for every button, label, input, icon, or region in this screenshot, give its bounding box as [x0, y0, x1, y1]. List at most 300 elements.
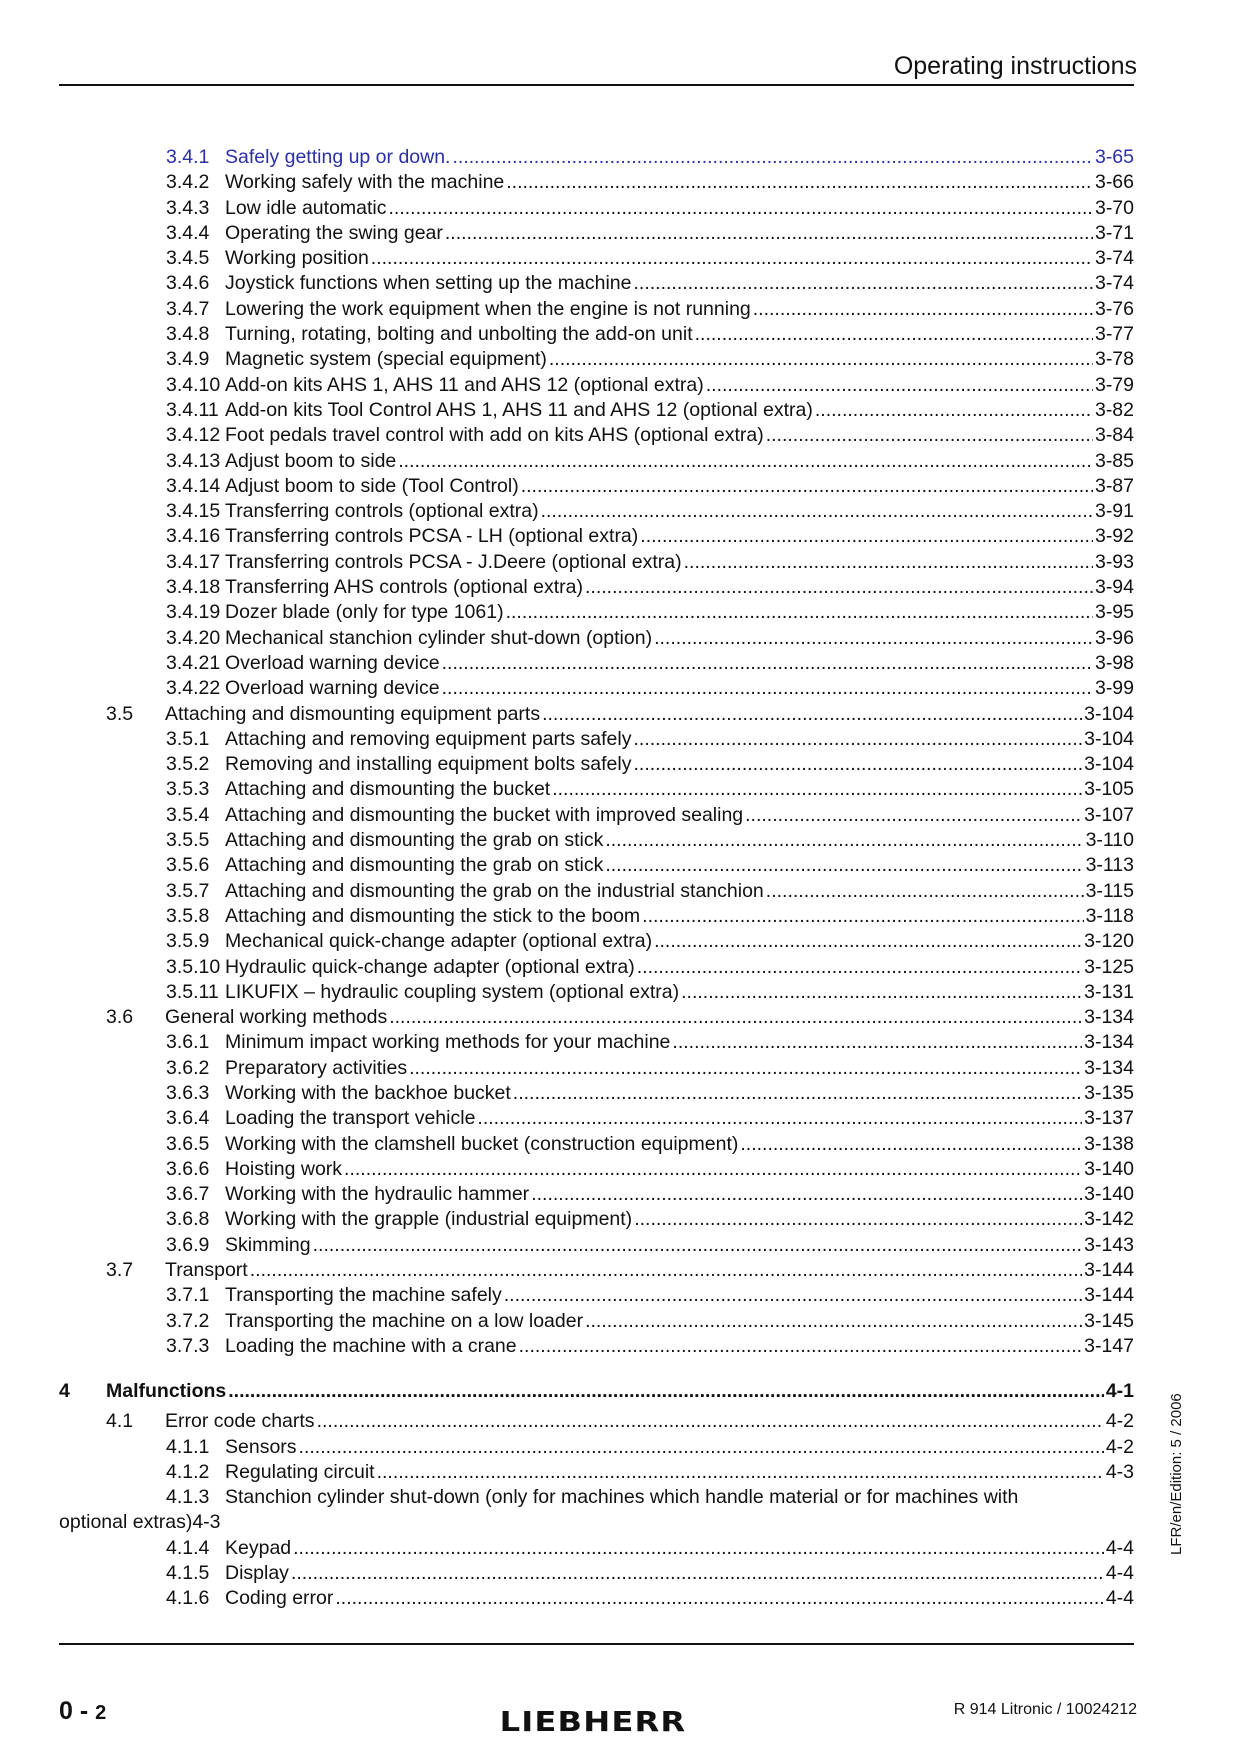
toc-entry-number: 3.6.1	[166, 1031, 210, 1054]
toc-entry-title: Attaching and dismounting equipment parts	[165, 702, 541, 725]
toc-leader-dots	[753, 297, 1093, 322]
toc-entry-number: 3.5.10	[166, 955, 221, 978]
toc-entry-page: 4-1	[1105, 1380, 1134, 1403]
toc-entry-page: 3-82	[1094, 398, 1134, 421]
toc-leader-dots	[766, 879, 1084, 904]
page-header-title: Operating instructions	[893, 52, 1137, 80]
toc-entry[interactable]	[59, 271, 1134, 296]
toc-entry[interactable]	[59, 550, 1134, 575]
toc-entry[interactable]	[59, 752, 1134, 777]
toc-leader-dots	[506, 170, 1093, 195]
toc-entry-title: Attaching and dismounting the stick to the boom	[225, 904, 641, 927]
toc-entry-title: Working position	[225, 247, 369, 270]
toc-entry[interactable]	[59, 1005, 1134, 1030]
toc-entry-title: Stanchion cylinder shut-down (only for machines which handle material or for machines with	[225, 1486, 1019, 1509]
toc-leader-dots	[633, 727, 1082, 752]
toc-leader-dots	[371, 246, 1093, 271]
toc-leader-dots	[766, 423, 1093, 448]
toc-leader-dots	[684, 550, 1093, 575]
toc-leader-dots	[634, 1207, 1082, 1232]
toc-leader-dots	[672, 1030, 1082, 1055]
toc-entry-4-1-3[interactable]	[59, 1485, 1134, 1536]
toc-entry-page: 3-94	[1094, 576, 1134, 599]
toc-leader-dots	[291, 1561, 1104, 1586]
toc-entry[interactable]	[59, 955, 1134, 980]
toc-entry-number: 3.6.7	[166, 1183, 210, 1206]
toc-entry-title: Attaching and removing equipment parts safely	[225, 727, 632, 750]
toc-entry-number: 4	[59, 1380, 70, 1403]
toc-entry-title: Hydraulic quick-change adapter (optional extra)	[225, 955, 635, 978]
toc-entry[interactable]	[59, 297, 1134, 322]
toc-entry[interactable]	[59, 1233, 1134, 1258]
toc-entry-title: Skimming	[225, 1233, 311, 1256]
toc-entry-page: 3-144	[1084, 1284, 1134, 1307]
toc-entry-number: 3.6.5	[166, 1132, 210, 1155]
toc-entry-page: 3-140	[1084, 1157, 1134, 1180]
toc-entry[interactable]	[59, 727, 1134, 752]
toc-entry-title: Attaching and dismounting the grab on stick	[225, 854, 604, 877]
logo-text: LIEBHERR	[499, 1704, 687, 1738]
toc-entry-title: LIKUFIX – hydraulic coupling system (optional extra)	[225, 980, 680, 1003]
toc-entry-page: 3-87	[1094, 474, 1134, 497]
toc-entry-page: 4-2	[1105, 1435, 1134, 1458]
toc-leader-dots	[228, 1379, 1104, 1404]
toc-leader-dots	[409, 1056, 1082, 1081]
toc-entry[interactable]	[59, 145, 1134, 170]
toc-entry-number: 3.5.1	[166, 727, 210, 750]
toc-entry-page: 3-138	[1084, 1132, 1134, 1155]
toc-leader-dots	[633, 271, 1092, 296]
page-number-major: 0 -	[59, 1697, 96, 1725]
toc-leader-dots	[452, 145, 1092, 170]
toc-entry[interactable]	[59, 373, 1134, 398]
toc-leader-dots	[445, 221, 1093, 246]
toc-entry-number: 3.4.12	[166, 424, 221, 447]
toc-entry-number: 3.4.19	[166, 601, 221, 624]
toc-section-3-4-items	[59, 145, 1134, 702]
toc-leader-dots	[740, 1132, 1082, 1157]
toc-leader-dots	[605, 853, 1083, 878]
liebherr-logo	[481, 1706, 704, 1736]
toc-entry-number: 3.6	[106, 1006, 134, 1029]
toc-entry-number: 3.7.1	[166, 1284, 210, 1307]
toc-entry-number: 4.1.4	[166, 1536, 210, 1559]
toc-entry[interactable]	[59, 651, 1134, 676]
toc-entry[interactable]	[59, 879, 1134, 904]
toc-entry-title: Transport	[165, 1259, 248, 1282]
toc-entry-page: 4-4	[1105, 1536, 1134, 1559]
toc-section-4-1	[59, 1409, 1134, 1434]
toc-leader-dots	[654, 929, 1082, 954]
toc-leader-dots	[250, 1258, 1082, 1283]
toc-leader-dots	[513, 1081, 1082, 1106]
toc-leader-dots	[531, 1182, 1082, 1207]
toc-leader-dots	[642, 904, 1083, 929]
toc-entry[interactable]	[59, 1106, 1134, 1131]
toc-section-4-1-items-a	[59, 1435, 1134, 1486]
toc-leader-dots	[640, 524, 1093, 549]
toc-entry-number: 3.4.11	[166, 398, 219, 421]
toc-entry-number: 3.4.3	[166, 196, 210, 219]
toc-entry-page: 3-96	[1094, 626, 1134, 649]
toc-entry-number: 3.6.3	[166, 1081, 210, 1104]
toc-entry-page: 3-110	[1085, 829, 1134, 852]
toc-entry-number: 3.4.15	[166, 500, 221, 523]
toc-entry[interactable]	[59, 524, 1134, 549]
toc-entry-title: Turning, rotating, bolting and unbolting the add-on unit	[225, 323, 693, 346]
toc-leader-dots	[637, 955, 1082, 980]
toc-entry-title: Joystick functions when setting up the machine	[225, 272, 632, 295]
toc-entry-number: 3.4.6	[166, 272, 210, 295]
toc-entry-title: Hoisting work	[225, 1157, 343, 1180]
toc-entry-page: 3-135	[1084, 1081, 1134, 1104]
toc-entry[interactable]	[59, 777, 1134, 802]
toc-leader-dots	[585, 1309, 1082, 1334]
toc-entry-page: 3-93	[1094, 550, 1134, 573]
toc-entry-title: Mechanical quick-change adapter (optional extra)	[225, 930, 653, 953]
toc-leader-dots	[313, 1233, 1083, 1258]
toc-entry-page: 3-104	[1084, 702, 1134, 725]
toc-entry-title: Transferring controls PCSA - LH (optional extra)	[225, 525, 639, 548]
toc-entry-title: Minimum impact working methods for your machine	[225, 1031, 671, 1054]
toc-leader-dots	[552, 777, 1082, 802]
toc-entry-page: 3-134	[1084, 1006, 1134, 1029]
toc-entry-number: 3.7.3	[166, 1334, 210, 1357]
toc-entry-title: Attaching and dismounting the grab on the industrial stanchion	[225, 879, 764, 902]
toc-entry-title: Add-on kits Tool Control AHS 1, AHS 11 and AHS 12 (optional extra)	[225, 398, 813, 421]
toc-entry[interactable]	[59, 828, 1134, 853]
toc-entry-title-continued: optional extras)4-3	[59, 1511, 221, 1534]
toc-entry-page: 3-79	[1094, 373, 1134, 396]
toc-entry-page: 3-125	[1084, 955, 1134, 978]
toc-entry[interactable]	[59, 1030, 1134, 1055]
toc-entry-title: Transferring controls (optional extra)	[225, 500, 539, 523]
toc-entry[interactable]	[59, 449, 1134, 474]
toc-entry-title: Mechanical stanchion cylinder shut-down (option)	[225, 626, 653, 649]
toc-entry-title: Regulating circuit	[225, 1460, 375, 1483]
toc-entry-number: 3.5.9	[166, 930, 210, 953]
toc-entry-title: Transferring AHS controls (optional extra)	[225, 576, 584, 599]
toc-entry[interactable]	[59, 803, 1134, 828]
toc-entry-title: Overload warning device	[225, 651, 440, 674]
toc-leader-dots	[344, 1157, 1082, 1182]
toc-section-3-7	[59, 1258, 1134, 1283]
toc-entry-number: 3.5.5	[166, 829, 210, 852]
toc-entry[interactable]	[59, 1081, 1134, 1106]
toc-entry-number: 3.5.8	[166, 904, 210, 927]
toc-entry-title: Overload warning device	[225, 677, 440, 700]
toc-entry-number: 3.4.2	[166, 171, 210, 194]
toc-entry-title: Attaching and dismounting the grab on stick	[225, 829, 604, 852]
toc-entry[interactable]	[59, 398, 1134, 423]
footer-rule	[59, 1643, 1134, 1645]
toc-entry[interactable]	[59, 1056, 1134, 1081]
toc-entry-number: 3.4.8	[166, 323, 210, 346]
toc-leader-dots	[477, 1106, 1082, 1131]
page-number-minor: 2	[95, 1702, 107, 1724]
toc-entry-page: 3-65	[1094, 146, 1134, 168]
toc-entry-title: Removing and installing equipment bolts safely	[225, 753, 632, 776]
toc-entry[interactable]	[59, 1586, 1134, 1611]
toc-leader-dots	[521, 474, 1093, 499]
toc-entry-number: 3.6.9	[166, 1233, 210, 1256]
toc-leader-dots	[633, 752, 1082, 777]
toc-entry-page: 3-113	[1085, 854, 1134, 877]
toc-entry-number: 3.4.10	[166, 373, 221, 396]
toc-entry-number: 4.1.1	[166, 1435, 210, 1458]
toc-entry[interactable]	[59, 474, 1134, 499]
document-reference: R 914 Litronic / 10024212	[953, 1701, 1137, 1718]
toc-entry-number: 3.5.2	[166, 753, 210, 776]
toc-entry-number: 4.1.2	[166, 1460, 210, 1483]
toc-entry-page: 3-142	[1084, 1208, 1134, 1231]
toc-entry-title: Attaching and dismounting the bucket	[225, 778, 551, 801]
table-of-contents	[59, 145, 1134, 1612]
toc-entry[interactable]	[59, 600, 1134, 625]
toc-entry-number: 3.4.13	[166, 449, 221, 472]
toc-entry-page: 3-76	[1094, 297, 1134, 320]
toc-entry-title: Error code charts	[165, 1410, 315, 1433]
toc-entry-page: 3-77	[1094, 323, 1134, 346]
toc-entry-number: 3.5.11	[166, 980, 219, 1003]
toc-entry-page: 3-98	[1094, 651, 1134, 674]
toc-entry-page: 3-145	[1084, 1309, 1134, 1332]
toc-leader-dots	[519, 1334, 1083, 1359]
header-rule	[59, 84, 1134, 86]
toc-entry[interactable]	[59, 1334, 1134, 1359]
toc-entry[interactable]	[59, 980, 1134, 1005]
toc-entry-title: Sensors	[225, 1435, 297, 1458]
toc-entry-page: 3-78	[1094, 348, 1134, 371]
toc-entry-number: 3.4.7	[166, 297, 210, 320]
toc-entry-number: 4.1	[106, 1410, 134, 1433]
toc-entry[interactable]	[59, 1132, 1134, 1157]
page-number	[59, 1697, 106, 1726]
toc-leader-dots	[815, 398, 1093, 423]
toc-entry[interactable]	[59, 1207, 1134, 1232]
toc-entry-page: 3-131	[1084, 980, 1134, 1003]
toc-entry[interactable]	[59, 1435, 1134, 1460]
toc-leader-dots	[442, 651, 1093, 676]
toc-section-3-5-items	[59, 727, 1134, 1005]
toc-section-4-1-items-b	[59, 1536, 1134, 1612]
toc-leader-dots	[681, 980, 1082, 1005]
toc-chapter-4	[59, 1379, 1134, 1405]
toc-entry-title: Foot pedals travel control with add on kits AHS (optional extra)	[225, 424, 764, 447]
toc-entry-title: Transporting the machine on a low loader	[225, 1309, 584, 1332]
toc-entry-page: 3-84	[1094, 424, 1134, 447]
toc-entry-page: 4-2	[1105, 1410, 1134, 1433]
toc-entry-number: 3.4.9	[166, 348, 210, 371]
toc-entry[interactable]	[59, 221, 1134, 246]
toc-entry[interactable]	[59, 246, 1134, 271]
toc-entry-page: 3-134	[1084, 1031, 1134, 1054]
toc-entry-page: 3-140	[1084, 1183, 1134, 1206]
toc-entry-title: Working with the backhoe bucket	[225, 1081, 511, 1104]
toc-entry[interactable]	[59, 1409, 1134, 1434]
toc-entry-page: 3-134	[1084, 1056, 1134, 1079]
toc-entry[interactable]	[59, 1379, 1134, 1405]
toc-entry-title: Working safely with the machine	[225, 171, 505, 194]
toc-entry-number: 3.4.21	[166, 651, 221, 674]
toc-entry[interactable]	[59, 1258, 1134, 1283]
toc-entry-page: 3-137	[1084, 1107, 1134, 1130]
toc-entry[interactable]	[59, 929, 1134, 954]
toc-entry-number: 3.4.22	[166, 677, 221, 700]
toc-entry-page: 3-66	[1094, 171, 1134, 194]
toc-entry-title: Operating the swing gear	[225, 221, 443, 244]
toc-entry-page: 3-144	[1084, 1259, 1134, 1282]
toc-leader-dots	[389, 196, 1093, 221]
toc-entry-number: 3.7	[106, 1259, 134, 1282]
toc-entry-title: Transferring controls PCSA - J.Deere (optional extra)	[225, 550, 682, 573]
toc-leader-dots	[389, 1005, 1082, 1030]
toc-entry-number: 3.4.1	[166, 146, 210, 168]
toc-leader-dots	[541, 499, 1093, 524]
toc-entry[interactable]	[59, 853, 1134, 878]
toc-leader-dots	[442, 676, 1093, 701]
toc-leader-dots	[317, 1409, 1104, 1434]
toc-entry[interactable]	[59, 1309, 1134, 1334]
toc-entry[interactable]	[59, 904, 1134, 929]
toc-entry-page: 3-107	[1084, 803, 1134, 826]
toc-leader-dots	[549, 347, 1093, 372]
toc-entry-number: 3.7.2	[166, 1309, 210, 1332]
toc-entry-title: Coding error	[225, 1587, 334, 1610]
toc-entry-title: Transporting the machine safely	[225, 1284, 502, 1307]
toc-leader-dots	[377, 1460, 1104, 1485]
toc-entry[interactable]	[59, 1536, 1134, 1561]
toc-entry-title: Lowering the work equipment when the engine is not running	[225, 297, 751, 320]
toc-entry[interactable]	[59, 1182, 1134, 1207]
edition-side-text: LFR/en/Edition: 5 / 2006	[1168, 1393, 1185, 1555]
toc-entry-number: 4.1.3	[166, 1486, 210, 1509]
toc-entry-number: 3.6.2	[166, 1056, 210, 1079]
toc-entry-title: Malfunctions	[106, 1380, 227, 1403]
toc-entry[interactable]	[59, 1561, 1134, 1586]
toc-leader-dots	[542, 702, 1082, 727]
toc-entry-title: Loading the machine with a crane	[225, 1334, 517, 1357]
toc-entry-number: 3.5	[106, 702, 134, 725]
toc-entry[interactable]	[59, 1157, 1134, 1182]
toc-entry-number: 4.1.5	[166, 1562, 210, 1585]
toc-entry-title: Low idle automatic	[225, 196, 387, 219]
toc-entry-page: 3-143	[1084, 1233, 1134, 1256]
toc-entry-number: 3.5.6	[166, 854, 210, 877]
toc-entry-number: 3.4.17	[166, 550, 221, 573]
toc-entry-page: 3-104	[1084, 727, 1134, 750]
toc-entry-number: 3.4.4	[166, 221, 210, 244]
toc-entry-page: 4-3	[1105, 1460, 1134, 1483]
toc-entry-page: 3-120	[1084, 930, 1134, 953]
toc-entry-page: 3-105	[1084, 778, 1134, 801]
toc-entry-page: 3-71	[1094, 221, 1134, 244]
toc-entry-page: 3-95	[1094, 601, 1134, 624]
toc-entry-title: Loading the transport vehicle	[225, 1107, 476, 1130]
toc-entry-title: Display	[225, 1562, 289, 1585]
toc-entry[interactable]	[59, 322, 1134, 347]
toc-leader-dots	[706, 373, 1093, 398]
toc-entry-number: 3.5.3	[166, 778, 210, 801]
toc-entry-title: Add-on kits AHS 1, AHS 11 and AHS 12 (optional extra)	[225, 373, 704, 396]
toc-entry-page: 3-115	[1085, 879, 1134, 902]
toc-entry-title: Working with the clamshell bucket (construction equipment)	[225, 1132, 739, 1155]
toc-entry[interactable]	[59, 1460, 1134, 1485]
toc-entry-page: 4-4	[1105, 1562, 1134, 1585]
toc-leader-dots	[299, 1435, 1104, 1460]
toc-entry-title: Adjust boom to side (Tool Control)	[225, 474, 519, 497]
toc-entry-number: 3.4.5	[166, 247, 210, 270]
toc-entry-number: 3.4.20	[166, 626, 221, 649]
toc-entry-title: Attaching and dismounting the bucket with improved sealing	[225, 803, 744, 826]
toc-section-3-6-items	[59, 1030, 1134, 1258]
toc-entry-page: 3-70	[1094, 196, 1134, 219]
toc-entry-number: 3.4.18	[166, 576, 221, 599]
toc-entry-page: 3-104	[1084, 753, 1134, 776]
toc-entry[interactable]	[59, 1283, 1134, 1308]
toc-leader-dots	[605, 828, 1083, 853]
toc-entry-number: 3.6.4	[166, 1107, 210, 1130]
toc-entry-title: Dozer blade (only for type 1061)	[225, 601, 504, 624]
toc-entry-page: 3-74	[1094, 272, 1134, 295]
toc-leader-dots	[335, 1586, 1103, 1611]
toc-entry-title: Preparatory activities	[225, 1056, 408, 1079]
toc-entry-title: General working methods	[165, 1006, 388, 1029]
toc-leader-dots	[654, 626, 1093, 651]
toc-section-3-7-items	[59, 1283, 1134, 1359]
toc-entry-title: Working with the grapple (industrial equipment)	[225, 1208, 633, 1231]
toc-entry-page: 3-85	[1094, 449, 1134, 472]
toc-entry-title: Keypad	[225, 1536, 292, 1559]
toc-entry-number: 3.5.7	[166, 879, 210, 902]
toc-entry-title: Magnetic system (special equipment)	[225, 348, 547, 371]
toc-section-3-5	[59, 702, 1134, 727]
toc-entry-number: 4.1.6	[166, 1587, 210, 1610]
toc-leader-dots	[504, 1283, 1082, 1308]
toc-entry-page: 3-118	[1085, 904, 1134, 927]
toc-leader-dots	[293, 1536, 1104, 1561]
toc-entry[interactable]	[59, 347, 1134, 372]
toc-entry[interactable]	[59, 196, 1134, 221]
toc-leader-dots	[695, 322, 1093, 347]
toc-entry-page: 3-147	[1084, 1334, 1134, 1357]
toc-entry[interactable]	[59, 676, 1134, 701]
toc-entry-page: 4-4	[1105, 1587, 1134, 1610]
toc-entry[interactable]	[59, 423, 1134, 448]
toc-entry-number: 3.4.14	[166, 474, 221, 497]
toc-leader-dots	[585, 575, 1093, 600]
toc-entry-page: 3-92	[1094, 525, 1134, 548]
toc-entry[interactable]	[59, 626, 1134, 651]
toc-entry-page: 3-91	[1094, 500, 1134, 523]
toc-leader-dots	[398, 449, 1093, 474]
toc-entry-page: 3-74	[1094, 247, 1134, 270]
toc-entry[interactable]	[59, 702, 1134, 727]
toc-entry[interactable]	[59, 575, 1134, 600]
toc-entry-number: 3.6.6	[166, 1157, 210, 1180]
toc-entry[interactable]	[59, 499, 1134, 524]
toc-leader-dots	[506, 600, 1093, 625]
toc-entry-title: Safely getting up or down.	[225, 146, 451, 168]
toc-leader-dots	[745, 803, 1082, 828]
toc-entry-number: 3.4.16	[166, 525, 221, 548]
toc-entry[interactable]	[59, 170, 1134, 195]
toc-entry-title: Adjust boom to side	[225, 449, 397, 472]
toc-entry-page: 3-99	[1094, 677, 1134, 700]
toc-entry-number: 3.6.8	[166, 1208, 210, 1231]
toc-entry-title: Working with the hydraulic hammer	[225, 1183, 530, 1206]
toc-section-3-6	[59, 1005, 1134, 1030]
